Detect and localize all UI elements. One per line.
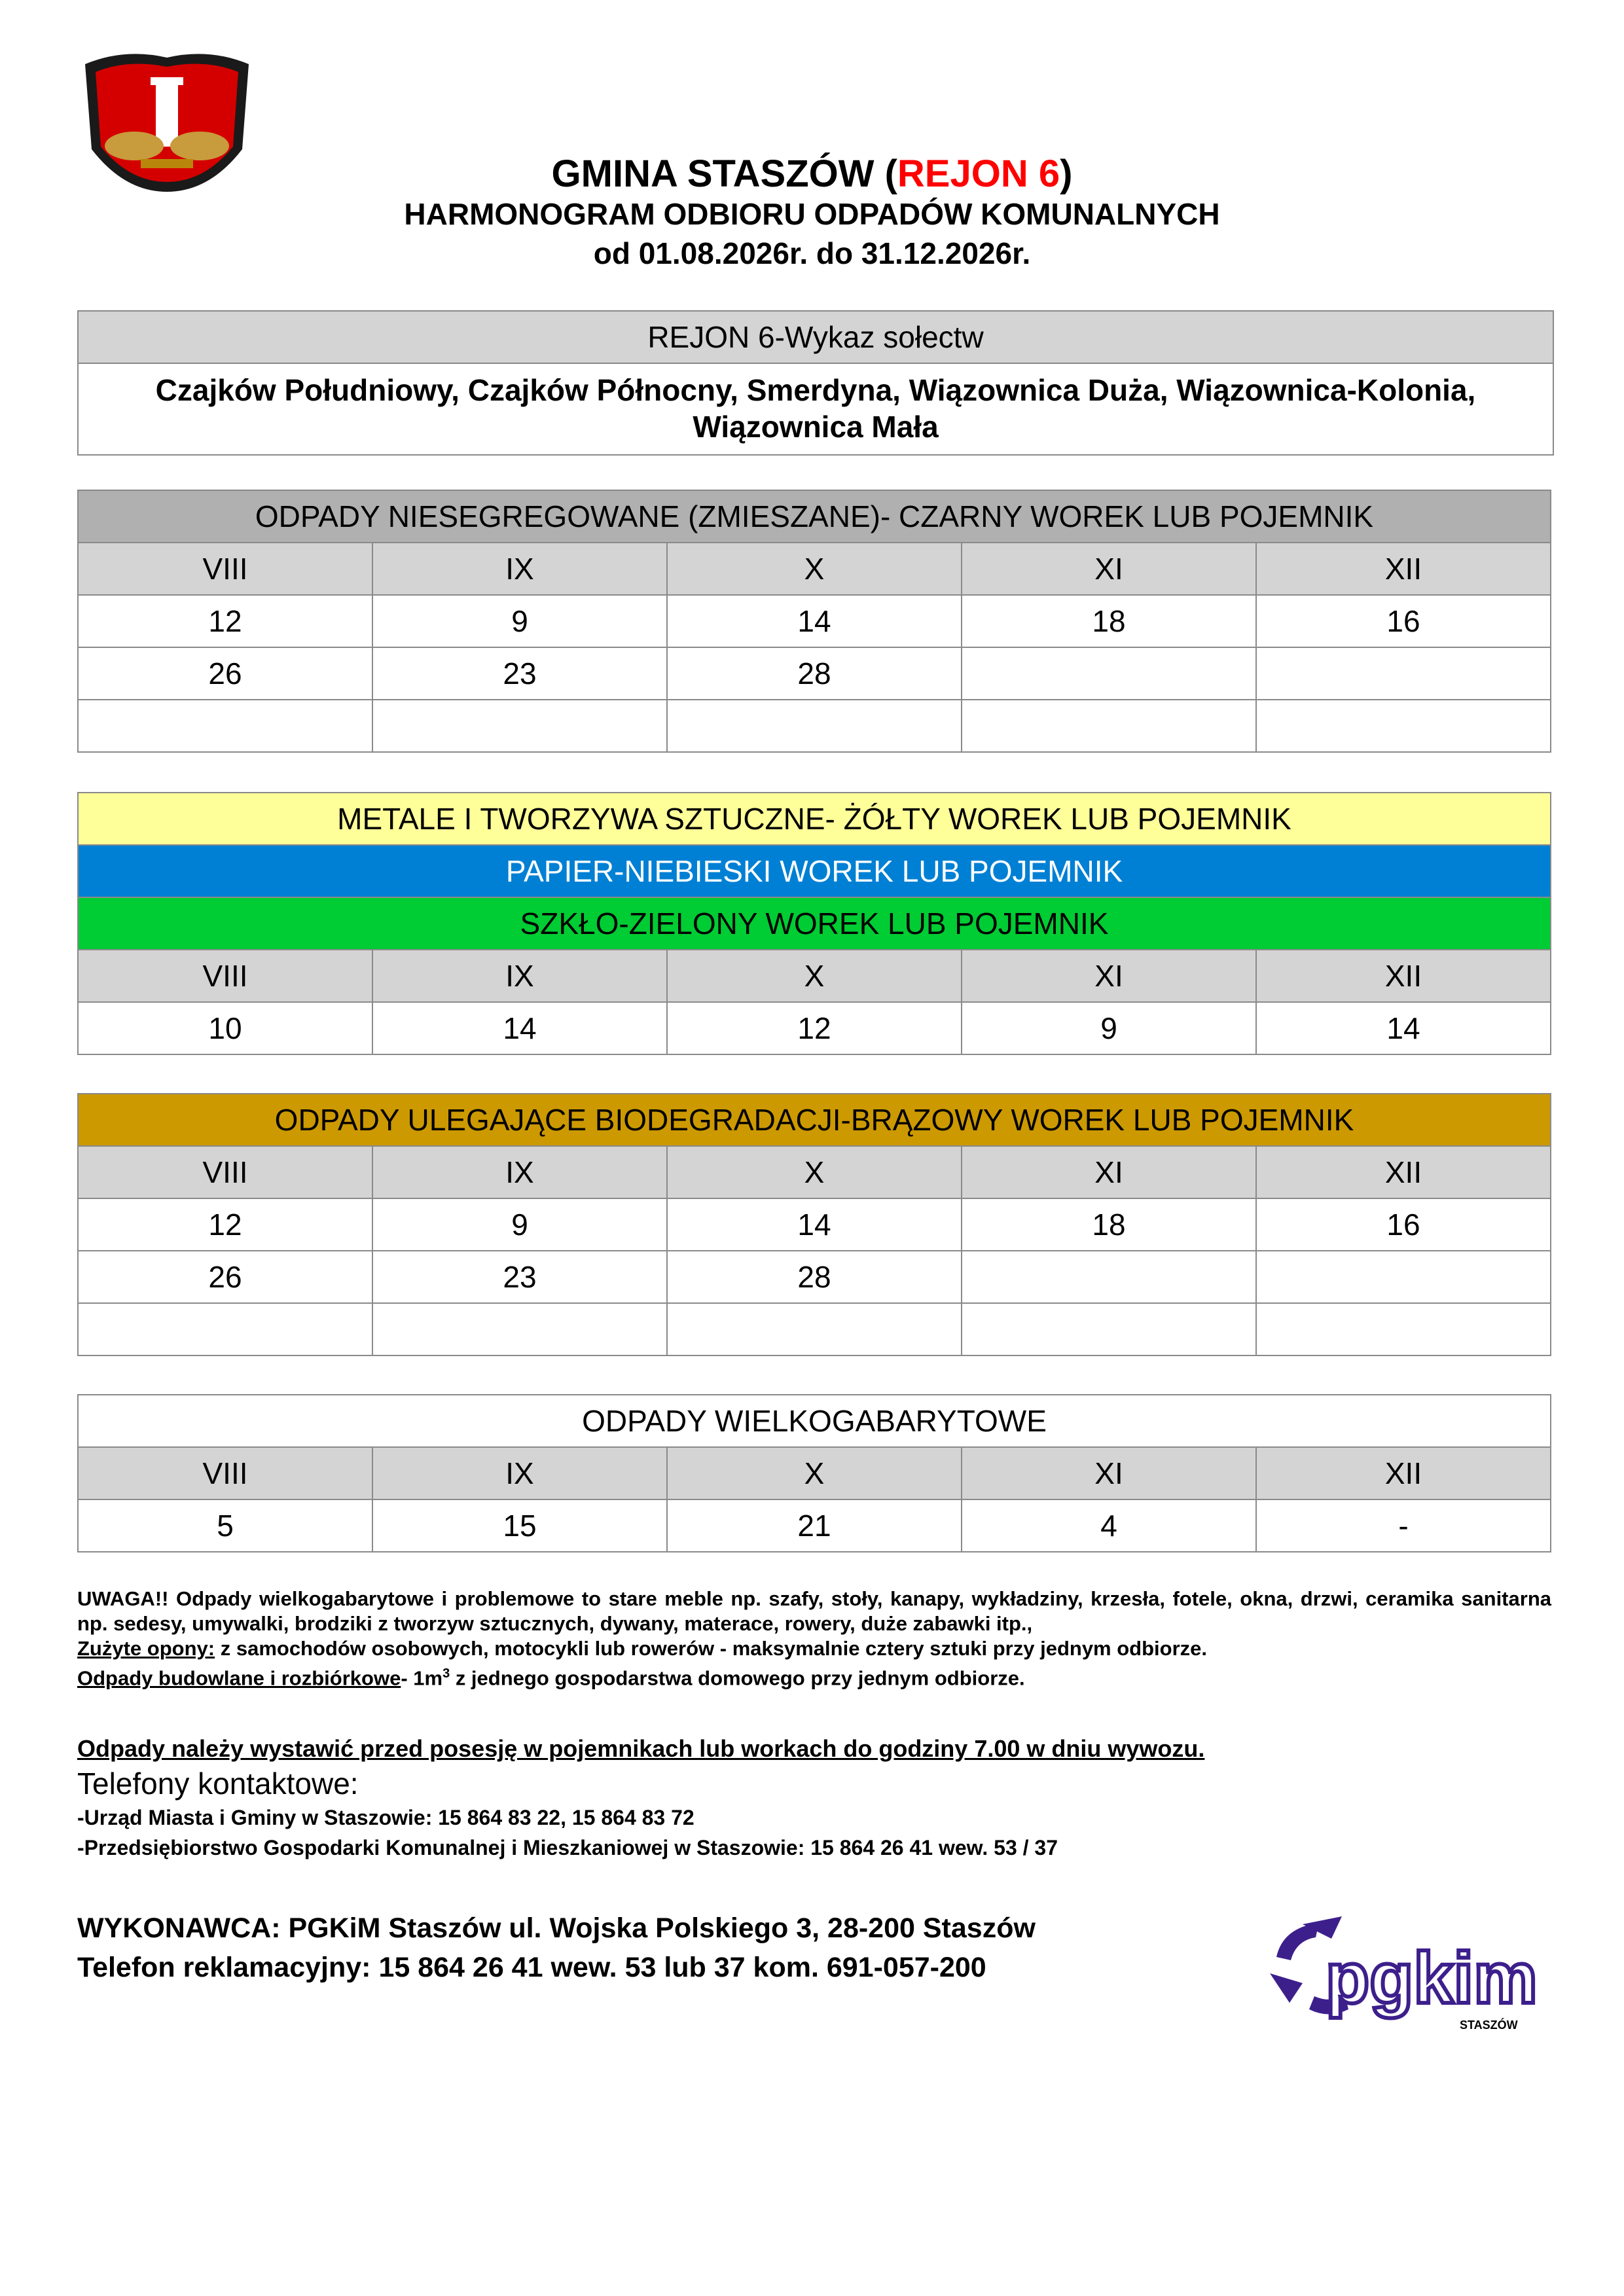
pickup-day-cell: 14 — [667, 595, 962, 647]
month-header: VIII — [78, 1447, 372, 1499]
month-header: X — [667, 1146, 962, 1198]
pickup-day-cell: 18 — [962, 1198, 1256, 1251]
pickup-day-cell: 14 — [667, 1198, 962, 1251]
pickup-day-cell: 12 — [78, 1198, 372, 1251]
pickup-day-cell: 9 — [372, 595, 667, 647]
pickup-day-cell: 26 — [78, 1251, 372, 1303]
pickup-day-cell: 23 — [372, 1251, 667, 1303]
phone-office: -Urząd Miasta i Gminy w Staszowie: 15 864 83 22, 15 864 83 72 — [77, 1806, 695, 1829]
bulky-waste-table — [77, 1394, 1551, 1552]
metals-plastics-title: METALE I TWORZYWA SZTUCZNE- ŻÓŁTY WOREK LUB POJEMNIK — [78, 793, 1551, 845]
pickup-day-cell: 12 — [667, 1002, 962, 1054]
table-row — [78, 1499, 1551, 1552]
month-header: VIII — [78, 950, 372, 1002]
schedule-dates: od 01.08.2026r. do 31.12.2026r. — [593, 236, 1031, 270]
month-header: XI — [962, 1447, 1256, 1499]
month-header: XII — [1256, 1447, 1551, 1499]
pickup-day-cell: 9 — [962, 1002, 1256, 1054]
pickup-day-cell: 16 — [1256, 1198, 1551, 1251]
regions-heading: REJON 6-Wykaz sołectw — [79, 312, 1553, 364]
paper-title: PAPIER-NIEBIESKI WOREK LUB POJEMNIK — [78, 845, 1551, 897]
pickup-day-cell: 18 — [962, 595, 1256, 647]
contact-block — [77, 1733, 1551, 1863]
segregated-waste-table — [77, 792, 1551, 1055]
table-row — [78, 700, 1551, 752]
pgkim-logo — [1263, 1911, 1538, 2036]
phones-heading: Telefony kontaktowe: — [77, 1767, 359, 1801]
pickup-day-cell — [962, 1303, 1256, 1355]
pickup-day-cell — [372, 1303, 667, 1355]
pickup-day-cell — [78, 1303, 372, 1355]
pickup-day-cell: 28 — [667, 647, 962, 700]
regions-list-line: Czajków Południowy, Czajków Północny, Smerdyna, Wiązownica Duża, Wiązownica-Kolonia, — [155, 373, 1476, 407]
pickup-day-cell: 10 — [78, 1002, 372, 1054]
region-highlight: REJON 6 — [897, 152, 1060, 195]
pickup-day-cell: 28 — [667, 1251, 962, 1303]
pickup-day-cell — [962, 647, 1256, 700]
pickup-day-cell: 14 — [1256, 1002, 1551, 1054]
pickup-day-cell — [1256, 1303, 1551, 1355]
mixed-waste-table — [77, 490, 1551, 753]
tires-note: Zużyte opony: z samochodów osobowych, motocykli lub rowerów - maksymalnie cztery sztuki przy jednym odbiorze. — [77, 1637, 1208, 1660]
pickup-day-cell — [372, 700, 667, 752]
pickup-day-cell — [667, 1303, 962, 1355]
month-header: X — [667, 1447, 962, 1499]
table-row — [78, 1251, 1551, 1303]
month-header: X — [667, 950, 962, 1002]
table-row — [78, 595, 1551, 647]
month-header: VIII — [78, 1146, 372, 1198]
regions-box — [77, 310, 1554, 456]
regions-list-line: Wiązownica Mała — [693, 410, 939, 444]
pickup-day-cell — [78, 700, 372, 752]
pickup-day-cell: - — [1256, 1499, 1551, 1552]
month-header: XII — [1256, 543, 1551, 595]
regions-list — [79, 364, 1553, 454]
pickup-day-cell: 23 — [372, 647, 667, 700]
pickup-day-cell: 4 — [962, 1499, 1256, 1552]
contractor-address: WYKONAWCA: PGKiM Staszów ul. Wojska Polskiego 3, 28-200 Staszów — [77, 1912, 1036, 1944]
month-header: IX — [372, 543, 667, 595]
logo-town: STASZÓW — [1460, 2018, 1518, 2032]
month-header: IX — [372, 1146, 667, 1198]
table-row — [78, 1002, 1551, 1054]
put-out-instruction: Odpady należy wystawić przed posesję w pojemnikach lub workach do godziny 7.00 w dniu wywozu. — [77, 1735, 1205, 1762]
pickup-day-cell: 12 — [78, 595, 372, 647]
pickup-day-cell — [1256, 647, 1551, 700]
page-title: GMINA STASZÓW (REJON 6) — [551, 152, 1073, 195]
pickup-day-cell: 5 — [78, 1499, 372, 1552]
month-header: XI — [962, 543, 1256, 595]
bulky-waste-title: ODPADY WIELKOGABARYTOWE — [78, 1395, 1551, 1447]
month-header: X — [667, 543, 962, 595]
bulky-warning: UWAGA!! Odpady wielkogabarytowe i problemowe to stare meble np. szafy, stoły, kanapy, wykładziny, krzesła, fotele, okna, drzwi, ceramika sanitarna np. sedesy, umywalki, brodziki z tworzyw sztucznych, dywany, materace, rowery, duże zabawki itp., — [77, 1587, 1551, 1635]
month-header: XI — [962, 1146, 1256, 1198]
complaint-phone: Telefon reklamacyjny: 15 864 26 41 wew. 53 lub 37 kom. 691-057-200 — [77, 1952, 986, 1983]
notes-block — [77, 1587, 1551, 1691]
logo-brand: pgkim — [1326, 1938, 1538, 2018]
month-header: XII — [1256, 950, 1551, 1002]
table-row — [78, 1303, 1551, 1355]
mixed-waste-title: ODPADY NIESEGREGOWANE (ZMIESZANE)- CZARNY WOREK LUB POJEMNIK — [78, 490, 1551, 543]
table-row — [78, 647, 1551, 700]
pickup-day-cell: 26 — [78, 647, 372, 700]
pickup-day-cell: 16 — [1256, 595, 1551, 647]
page-subtitle: HARMONOGRAM ODBIORU ODPADÓW KOMUNALNYCH — [404, 197, 1220, 231]
contractor-block — [77, 1909, 1036, 1987]
bio-waste-title: ODPADY ULEGAJĄCE BIODEGRADACJI-BRĄZOWY WOREK LUB POJEMNIK — [78, 1094, 1551, 1146]
month-header: VIII — [78, 543, 372, 595]
pickup-day-cell — [1256, 1251, 1551, 1303]
bio-waste-table — [77, 1093, 1551, 1356]
month-header: IX — [372, 1447, 667, 1499]
pickup-day-cell: 14 — [372, 1002, 667, 1054]
month-header: XII — [1256, 1146, 1551, 1198]
pickup-day-cell: 15 — [372, 1499, 667, 1552]
pickup-day-cell — [962, 1251, 1256, 1303]
month-header: IX — [372, 950, 667, 1002]
pickup-day-cell: 9 — [372, 1198, 667, 1251]
pickup-day-cell — [667, 700, 962, 752]
pickup-day-cell: 21 — [667, 1499, 962, 1552]
pickup-day-cell — [962, 700, 1256, 752]
construction-note: Odpady budowlane i rozbiórkowe- $1m^3$ z jednego gospodarstwa domowego przy jednym odbiorze. — [77, 1666, 1025, 1690]
glass-title: SZKŁO-ZIELONY WOREK LUB POJEMNIK — [78, 897, 1551, 950]
pickup-day-cell — [1256, 700, 1551, 752]
phone-pgkim: -Przedsiębiorstwo Gospodarki Komunalnej i Mieszkaniowej w Staszowie: 15 864 26 41 wew. 53 / 37 — [77, 1836, 1058, 1859]
month-header: XI — [962, 950, 1256, 1002]
table-row — [78, 1198, 1551, 1251]
